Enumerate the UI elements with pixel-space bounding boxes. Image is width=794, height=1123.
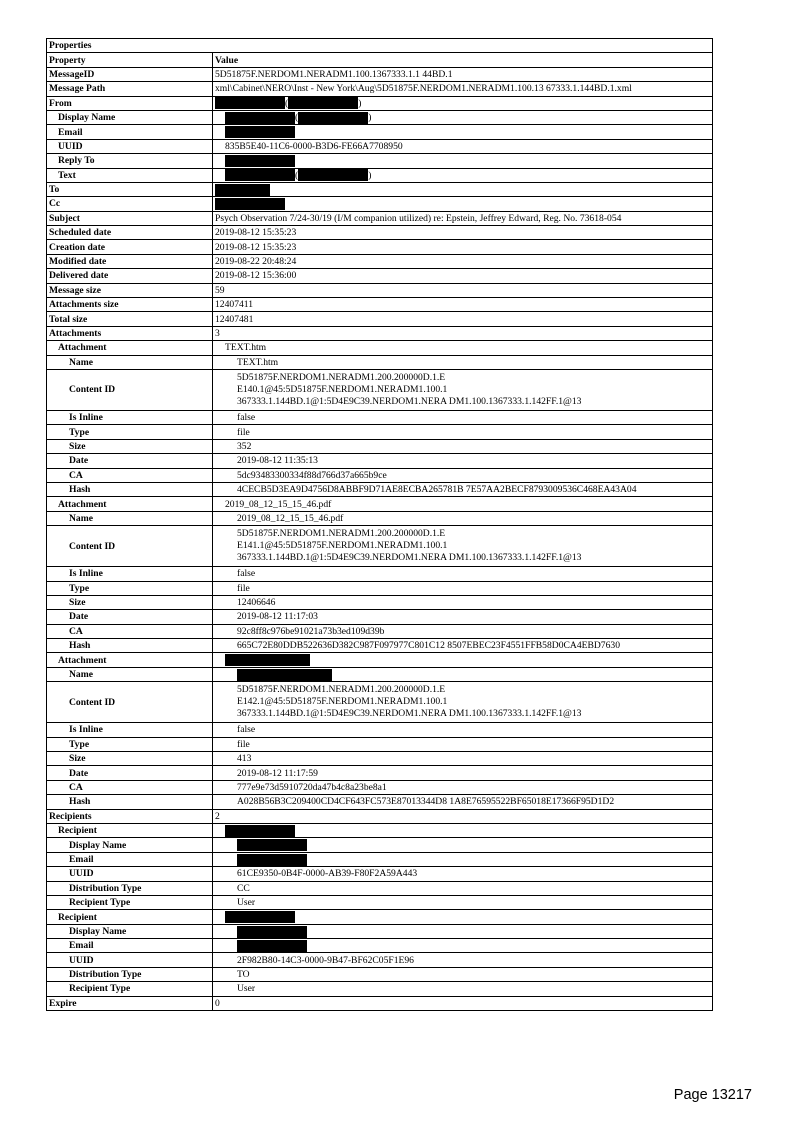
property-label: Date: [47, 766, 213, 780]
content-id-line: 367333.1.144BD.1@1:5D4E9C39.NERDOM1.NERA DM1.100.1367333.1.142FF.1@13: [237, 708, 582, 720]
property-value: [213, 182, 713, 196]
property-value: [213, 154, 713, 168]
property-value: User: [213, 895, 713, 909]
property-label: Hash: [47, 639, 213, 653]
content-id-line: 367333.1.144BD.1@1:5D4E9C39.NERDOM1.NERA DM1.100.1367333.1.142FF.1@13: [237, 552, 582, 564]
redaction-block: [237, 839, 307, 851]
property-value: 2: [213, 809, 713, 823]
table-row: [47, 497, 713, 511]
property-value: 665C72E80DDB522636D382C987F097977C801C12 8507EBEC23F4551FFB58D0CA4EBD7630: [213, 639, 713, 653]
close-paren: ): [368, 112, 372, 124]
property-value: 413: [213, 752, 713, 766]
table-row: [47, 526, 713, 567]
header-property: Property: [47, 53, 213, 67]
property-value: [213, 96, 713, 110]
property-value: 5D51875F.NERDOM1.NERADM1.100.1367333.1.1 44BD.1: [213, 67, 713, 81]
property-label: Email: [47, 852, 213, 866]
property-label: Recipient Type: [47, 982, 213, 996]
content-id-line: 5D51875F.NERDOM1.NERADM1.200.200000D.1.E: [237, 684, 446, 696]
table-row: [47, 369, 713, 410]
property-value: [213, 369, 713, 410]
table-row: [47, 581, 713, 595]
property-label: Expire: [47, 996, 213, 1010]
table-title-row: [47, 39, 713, 53]
property-value: xml\Cabinet\NERO\Inst - New York\Aug\5D51875F.NERDOM1.NERADM1.100.13 67333.1.144BD.1.xml: [213, 82, 713, 96]
property-value: 777e9e73d5910720da47b4c8a23be8a1: [213, 780, 713, 794]
table-row: [47, 795, 713, 809]
property-label: Content ID: [47, 682, 213, 723]
table-row: [47, 737, 713, 751]
table-row: [47, 410, 713, 424]
property-value: false: [213, 723, 713, 737]
property-label: Subject: [47, 211, 213, 225]
table-row: [47, 240, 713, 254]
redaction-block: [225, 155, 295, 167]
property-value: [213, 197, 713, 211]
table-row: [47, 182, 713, 196]
table-row: [47, 653, 713, 667]
property-value: 2019-08-12 11:17:03: [213, 610, 713, 624]
table-row: [47, 454, 713, 468]
property-value: TO: [213, 967, 713, 981]
redaction-block: [237, 940, 307, 952]
table-row: [47, 482, 713, 496]
redaction-block: [298, 112, 368, 124]
property-label: Size: [47, 439, 213, 453]
property-label: Type: [47, 581, 213, 595]
table-row: [47, 139, 713, 153]
content-id-line: E142.1@45:5D51875F.NERDOM1.NERADM1.100.1: [237, 696, 448, 708]
redaction-block: [237, 926, 307, 938]
property-label: Attachment: [47, 653, 213, 667]
property-value: TEXT.htm: [213, 341, 713, 355]
property-value: [213, 852, 713, 866]
table-row: [47, 125, 713, 139]
property-label: Is Inline: [47, 567, 213, 581]
property-label: To: [47, 182, 213, 196]
property-value: 2019-08-12 11:17:59: [213, 766, 713, 780]
property-value: [213, 838, 713, 852]
property-label: From: [47, 96, 213, 110]
property-value: [213, 823, 713, 837]
property-value: 3: [213, 326, 713, 340]
properties-table-body: [47, 39, 713, 1011]
close-paren: ): [368, 169, 372, 181]
property-value: 835B5E40-11C6-0000-B3D6-FE66A7708950: [213, 139, 713, 153]
redaction-block: [237, 854, 307, 866]
property-value: 4CECB5D3EA9D4756D8ABBF9D71AE8ECBA265781B 7E57AA2BECF8793009536C468EA43A04: [213, 482, 713, 496]
table-row: [47, 852, 713, 866]
table-row: [47, 624, 713, 638]
redaction-block: [215, 198, 285, 210]
property-label: Type: [47, 737, 213, 751]
content-id-line: 5D51875F.NERDOM1.NERADM1.200.200000D.1.E: [237, 528, 446, 540]
redaction-block: [225, 169, 295, 181]
table-row: [47, 780, 713, 794]
property-label: Content ID: [47, 369, 213, 410]
property-label: Recipient Type: [47, 895, 213, 909]
table-row: [47, 610, 713, 624]
table-row: [47, 766, 713, 780]
property-label: Scheduled date: [47, 226, 213, 240]
content-id-line: 367333.1.144BD.1@1:5D4E9C39.NERDOM1.NERA DM1.100.1367333.1.142FF.1@13: [237, 395, 582, 407]
property-label: Delivered date: [47, 269, 213, 283]
property-value: CC: [213, 881, 713, 895]
table-row: [47, 639, 713, 653]
table-row: [47, 595, 713, 609]
table-header-row: [47, 53, 713, 67]
property-label: CA: [47, 780, 213, 794]
table-row: [47, 723, 713, 737]
redaction-block: [288, 97, 358, 109]
table-row: [47, 211, 713, 225]
property-label: Text: [47, 168, 213, 182]
property-value: A028B56B3C209400CD4CF643FC573E87013344D8 1A8E76595522BF65018E17366F95D1D2: [213, 795, 713, 809]
table-row: [47, 269, 713, 283]
property-label: Attachments size: [47, 298, 213, 312]
table-row: [47, 110, 713, 124]
property-value: file: [213, 425, 713, 439]
property-label: Hash: [47, 482, 213, 496]
property-value: TEXT.htm: [213, 355, 713, 369]
property-value: 12406646: [213, 595, 713, 609]
table-row: [47, 967, 713, 981]
content-id-line: E140.1@45:5D51875F.NERDOM1.NERADM1.100.1: [237, 383, 448, 395]
property-label: Date: [47, 454, 213, 468]
table-row: [47, 895, 713, 909]
property-label: Recipients: [47, 809, 213, 823]
property-value: 12407481: [213, 312, 713, 326]
table-row: [47, 283, 713, 297]
table-row: [47, 154, 713, 168]
redaction-block: [225, 825, 295, 837]
redaction-block: [298, 169, 368, 181]
table-row: [47, 667, 713, 681]
table-row: [47, 425, 713, 439]
property-label: Is Inline: [47, 410, 213, 424]
property-label: Message Path: [47, 82, 213, 96]
table-row: [47, 168, 713, 182]
property-label: Message size: [47, 283, 213, 297]
redaction-block: [215, 184, 270, 196]
open-paren: (: [295, 112, 299, 124]
property-value: [213, 924, 713, 938]
table-row: [47, 939, 713, 953]
redaction-block: [237, 669, 332, 681]
table-row: [47, 226, 713, 240]
table-row: [47, 298, 713, 312]
property-value: 2F982B80-14C3-0000-9B47-BF62C05F1E96: [213, 953, 713, 967]
property-value: 61CE9350-0B4F-0000-AB39-F80F2A59A443: [213, 867, 713, 881]
table-row: [47, 511, 713, 525]
header-value: Value: [213, 53, 713, 67]
table-row: [47, 567, 713, 581]
property-value: [213, 939, 713, 953]
table-row: [47, 996, 713, 1010]
table-row: [47, 341, 713, 355]
property-label: Display Name: [47, 924, 213, 938]
redaction-block: [225, 126, 295, 138]
property-value: 352: [213, 439, 713, 453]
property-value: false: [213, 410, 713, 424]
property-label: Content ID: [47, 526, 213, 567]
redaction-block: [225, 112, 295, 124]
property-label: Total size: [47, 312, 213, 326]
property-value: 2019_08_12_15_15_46.pdf: [213, 511, 713, 525]
property-value: 2019-08-12 15:35:23: [213, 240, 713, 254]
table-row: [47, 312, 713, 326]
table-row: [47, 881, 713, 895]
property-label: CA: [47, 468, 213, 482]
page-number: Page 13217: [673, 1087, 752, 1103]
property-value: User: [213, 982, 713, 996]
property-value: [213, 682, 713, 723]
table-row: [47, 355, 713, 369]
property-label: CA: [47, 624, 213, 638]
property-label: Cc: [47, 197, 213, 211]
properties-table: [46, 38, 713, 1011]
content-id-line: E141.1@45:5D51875F.NERDOM1.NERADM1.100.1: [237, 540, 448, 552]
property-label: UUID: [47, 139, 213, 153]
table-row: [47, 439, 713, 453]
table-row: [47, 752, 713, 766]
property-label: Email: [47, 125, 213, 139]
property-value: [213, 653, 713, 667]
property-value: file: [213, 737, 713, 751]
property-value: Psych Observation 7/24-30/19 (I/M companion utilized) re: Epstein, Jeffrey Edward, Reg. No. 73618-054: [213, 211, 713, 225]
property-value: false: [213, 567, 713, 581]
property-label: Email: [47, 939, 213, 953]
property-label: Size: [47, 595, 213, 609]
property-label: Display Name: [47, 110, 213, 124]
open-paren: (: [295, 169, 299, 181]
property-label: UUID: [47, 953, 213, 967]
property-value: 59: [213, 283, 713, 297]
property-label: Is Inline: [47, 723, 213, 737]
property-label: Name: [47, 511, 213, 525]
table-row: [47, 197, 713, 211]
table-row: [47, 67, 713, 81]
redaction-block: [225, 654, 310, 666]
property-label: Size: [47, 752, 213, 766]
open-paren: (: [285, 97, 289, 109]
property-label: Display Name: [47, 838, 213, 852]
property-value: [213, 910, 713, 924]
property-value: [213, 168, 713, 182]
property-value: [213, 110, 713, 124]
property-label: Type: [47, 425, 213, 439]
property-value: 2019-08-12 15:36:00: [213, 269, 713, 283]
property-label: Distribution Type: [47, 881, 213, 895]
property-value: 2019-08-12 11:35:13: [213, 454, 713, 468]
table-row: [47, 867, 713, 881]
property-label: Attachment: [47, 341, 213, 355]
property-label: Attachments: [47, 326, 213, 340]
table-row: [47, 982, 713, 996]
property-label: Hash: [47, 795, 213, 809]
table-row: [47, 682, 713, 723]
close-paren: ): [358, 97, 362, 109]
property-value: [213, 667, 713, 681]
property-label: Reply To: [47, 154, 213, 168]
property-label: Attachment: [47, 497, 213, 511]
table-row: [47, 953, 713, 967]
property-value: 0: [213, 996, 713, 1010]
property-label: Name: [47, 355, 213, 369]
property-value: 12407411: [213, 298, 713, 312]
property-label: Recipient: [47, 823, 213, 837]
property-label: MessageID: [47, 67, 213, 81]
table-row: [47, 823, 713, 837]
property-value: 2019_08_12_15_15_46.pdf: [213, 497, 713, 511]
property-value: file: [213, 581, 713, 595]
property-label: Date: [47, 610, 213, 624]
table-row: [47, 254, 713, 268]
table-row: [47, 838, 713, 852]
table-row: [47, 809, 713, 823]
table-row: [47, 924, 713, 938]
table-row: [47, 910, 713, 924]
table-row: [47, 96, 713, 110]
redaction-block: [215, 97, 285, 109]
table-row: [47, 82, 713, 96]
property-value: 2019-08-12 15:35:23: [213, 226, 713, 240]
property-value: 2019-08-22 20:48:24: [213, 254, 713, 268]
table-row: [47, 468, 713, 482]
property-value: 92c8ff8c976be91021a73b3ed109d39b: [213, 624, 713, 638]
table-row: [47, 326, 713, 340]
content-id-line: 5D51875F.NERDOM1.NERADM1.200.200000D.1.E: [237, 371, 446, 383]
property-value: [213, 526, 713, 567]
property-label: UUID: [47, 867, 213, 881]
property-label: Distribution Type: [47, 967, 213, 981]
property-value: [213, 125, 713, 139]
redaction-block: [225, 911, 295, 923]
property-label: Modified date: [47, 254, 213, 268]
table-title: Properties: [47, 39, 713, 53]
property-value: 5dc93483300334f88d766d37a665b9ce: [213, 468, 713, 482]
property-label: Recipient: [47, 910, 213, 924]
property-label: Creation date: [47, 240, 213, 254]
property-label: Name: [47, 667, 213, 681]
